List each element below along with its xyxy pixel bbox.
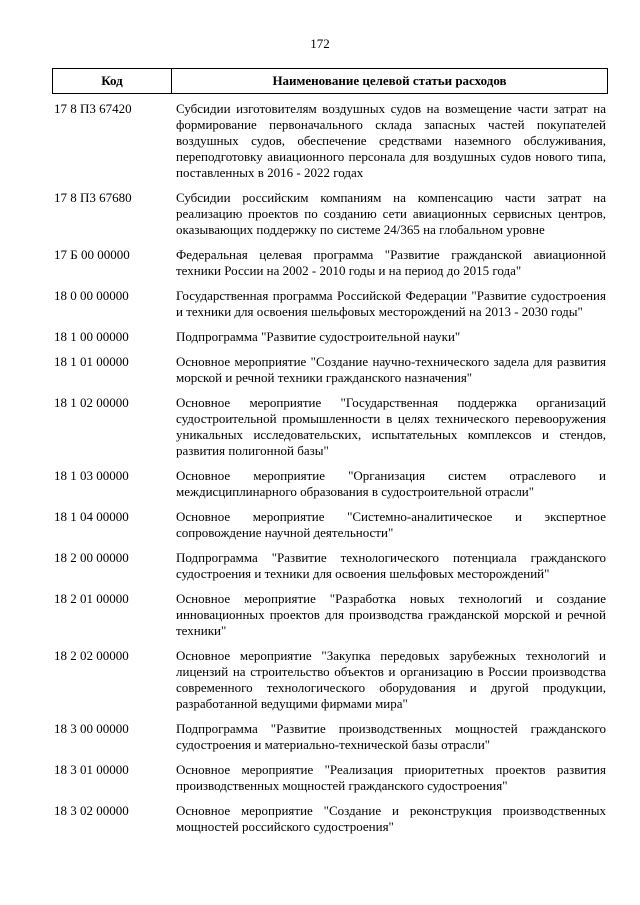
row-name: Подпрограмма "Развитие технологического потенциала гражданского судостроения и техники для освоения шельфовых месторождений" — [176, 550, 606, 581]
row-code: 18 1 01 00000 — [54, 354, 129, 369]
table-row — [52, 395, 608, 459]
row-name: Субсидии российским компаниям на компенсацию части затрат на реализацию проектов по созданию сети авиационных сервисных центров, оказывающих поддержку по системе 24/365 на глобальном уровне — [176, 190, 606, 237]
table-row — [52, 101, 608, 181]
row-code: 18 3 02 00000 — [54, 803, 129, 818]
row-code: 18 3 01 00000 — [54, 762, 129, 777]
row-code: 17 Б 00 00000 — [54, 247, 130, 262]
row-code: 18 1 04 00000 — [54, 509, 129, 524]
row-name: Федеральная целевая программа "Развитие гражданской авиационной техники России на 2002 - 2010 годы и на период до 2015 года" — [176, 247, 606, 278]
table-row — [52, 762, 608, 794]
row-code: 18 2 01 00000 — [54, 591, 129, 606]
row-name: Основное мероприятие "Закупка передовых зарубежных технологий и лицензий на строительство объектов и организацию в России производства современного технологического оборудования и другой продукции, разработанной ведущими фирмами мира" — [176, 648, 606, 711]
row-code: 18 1 03 00000 — [54, 468, 129, 483]
table-body — [52, 101, 608, 844]
row-name: Субсидии изготовителям воздушных судов на возмещение части затрат на формирование первоначального склада запасных частей покупателей воздушных судов, обеспечение средствами наземного обслуживания, переподготовку авиационного персонала для воздушных судов нового типа, поставленных в 2016 - 2022 годах — [176, 101, 606, 180]
table-row — [52, 591, 608, 639]
row-name: Основное мероприятие "Организация систем отраслевого и междисциплинарного образования в судостроительной отрасли" — [176, 468, 606, 499]
table-row — [52, 468, 608, 500]
table-row — [52, 803, 608, 835]
row-name: Основное мероприятие "Создание и реконструкция производственных мощностей российского судостроения" — [176, 803, 606, 834]
table-row — [52, 190, 608, 238]
row-name: Подпрограмма "Развитие производственных мощностей гражданского судостроения и материально-технической базы отрасли" — [176, 721, 606, 752]
header-name: Наименование целевой статьи расходов — [272, 73, 507, 88]
page-number: 172 — [310, 36, 330, 51]
table-row — [52, 509, 608, 541]
row-name: Основное мероприятие "Разработка новых технологий и создание инновационных проектов для производства гражданской морской и речной техники" — [176, 591, 606, 638]
row-code: 18 1 00 00000 — [54, 329, 129, 344]
row-name: Подпрограмма "Развитие судостроительной науки" — [176, 329, 461, 344]
row-name: Основное мероприятие "Государственная поддержка организаций судостроительной промышленности в целях технического перевооружения уникальных исследовательских, испытательных комплексов и стендов, развития полигонной базы" — [176, 395, 606, 458]
row-code: 17 8 П3 67420 — [54, 101, 132, 116]
header-code: Код — [53, 69, 172, 93]
table-row — [52, 329, 608, 345]
row-name: Государственная программа Российской Федерации "Развитие судостроения и техники для освоения шельфовых месторождений на 2013 - 2030 годы" — [176, 288, 606, 319]
row-name: Основное мероприятие "Реализация приоритетных проектов развития производственных мощностей гражданского судостроения" — [176, 762, 606, 793]
table-row — [52, 247, 608, 279]
row-name: Основное мероприятие "Создание научно-технического задела для развития морской и речной техники гражданского назначения" — [176, 354, 606, 385]
row-code: 18 2 00 00000 — [54, 550, 129, 565]
row-code: 18 2 02 00000 — [54, 648, 129, 663]
table-row — [52, 721, 608, 753]
row-code: 18 1 02 00000 — [54, 395, 129, 410]
row-code: 17 8 П3 67680 — [54, 190, 132, 205]
table-row — [52, 550, 608, 582]
table-row — [52, 288, 608, 320]
table-row — [52, 354, 608, 386]
table-row — [52, 648, 608, 712]
row-code: 18 0 00 00000 — [54, 288, 129, 303]
table-header — [52, 68, 608, 94]
row-code: 18 3 00 00000 — [54, 721, 129, 736]
row-name: Основное мероприятие "Системно-аналитическое и экспертное сопровождение научной деятельности" — [176, 509, 606, 540]
